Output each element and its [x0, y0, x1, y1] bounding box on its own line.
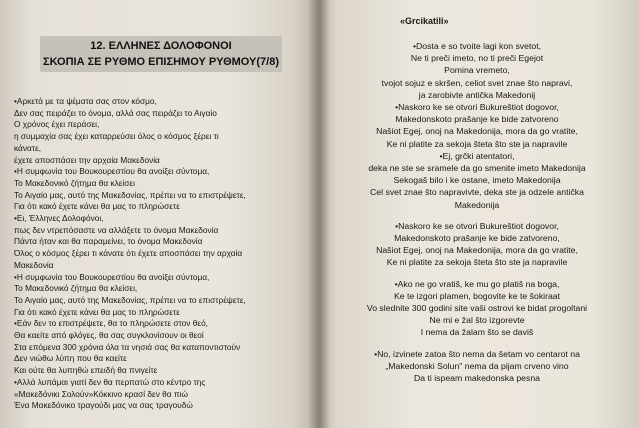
lyric-line: Našiot Egej, onoj na Makedonija, mora da go vratite, — [376, 126, 578, 137]
lyric-line: •Ej, grčki atentatori, — [439, 150, 515, 161]
lyric-line: Da ti ispeam makedonska pesna — [413, 373, 541, 384]
lyric-line: Δεν νιώθω λύπη που θα καείτε — [14, 353, 127, 364]
song-title: 12. ΕΛΛΗΝΕΣ ΔΟΛΟΦΟΝΟΙ — [90, 40, 232, 52]
lyric-line: η συμμαχία σας έχει καταρρεύσει όλος ο κόσμος ξέρει τι — [14, 131, 219, 142]
lyric-line: Θα καείτε από φλόγες, θα σας συγκλονίσουν οι θεοί — [14, 330, 204, 341]
lyric-line: Ne mi e žal što izgorevte — [429, 315, 525, 326]
lyric-line: Ο χρόνος έχει περάσει, — [14, 119, 100, 130]
song-subtitle: ΣΚΟΠΙΑ ΣΕ ΡΥΘΜΟ ΕΠΙΣΗΜΟΥ ΡΥΘΜΟΥ(7/8) — [42, 56, 280, 68]
stanza-gap — [324, 211, 630, 220]
lyric-line: Ke ni platite za sekoja šteta što ste ja napravile — [386, 138, 568, 149]
lyric-line: Makedonskoto prašanje ke bide zatvoreno, — [394, 233, 560, 244]
lyric-line: I nema da žalam što se daviš — [420, 327, 534, 338]
lyric-line: •Dosta e so tvoite lagi kon svetot, — [412, 41, 542, 51]
lyric-line: Našiot Egej, onoj na Makedonija, mora da go vratite, — [376, 245, 578, 256]
lyric-line: Makedonskoto prašanje ke bide zatvoreno — [395, 114, 559, 125]
lyric-line: Το Μακεδονικό ζήτημα θα κλείσει — [14, 177, 135, 188]
lyric-line: •Εάν δεν το επιστρέψετε, θα το πληρώσετε στον θεό, — [14, 318, 208, 329]
stanza-gap — [324, 269, 630, 278]
lyric-line: Ke ni platite za sekoja šteta što ste ja napravile — [386, 257, 568, 268]
lyric-line: •Αρκετά με τα ψέματα σας στον κόσμο, — [14, 96, 157, 106]
lyric-line: deka ne ste se sramele da go smenite imeto Makedonija — [368, 163, 586, 174]
lyric-line: Όλος ο κόσμος ξέρει τι κάνατε ότι έχετε αποσπάσει την αρχαία — [14, 248, 243, 259]
lyric-line: •Η συμφωνία του Βουκουρεστίου θα ανοίξει σύντομα, — [14, 271, 210, 282]
lyric-line: Ένα Μακεδόνικο τραγούδι μας να σας τραγουδώ — [14, 400, 193, 411]
lyric-line: Pomina vremeto, — [444, 65, 510, 76]
lyric-line: •Αλλά λυπάμαι γιατί δεν θα περπατώ στο κέντρο της — [14, 376, 206, 387]
lyric-line: Vo slednite 300 godini site vaši ostrovi ke bidat progoltani — [366, 303, 588, 314]
lyric-line: Makedonija — [454, 199, 500, 210]
lyric-line: „Makedonski Solun" nema da pijam crveno vino — [385, 360, 569, 371]
lyric-line: Δεν σας πειράζει το όνομα, αλλά σας πειράζει το Αιγαίο — [14, 107, 217, 118]
lyric-line: Sekogaš bilo i ke ostane, imeto Makedonija — [393, 175, 561, 186]
lyric-line: Το Αιγαίο μας, αυτό της Μακεδονίας, πρέπει να το επιστρέψετε, — [14, 294, 246, 305]
lyric-line: Για ότι κακό έχετε κάνει θα μας το πληρώσετε — [14, 306, 180, 317]
lyric-line: Μακεδονία — [14, 259, 54, 270]
lyric-line: •Η συμφωνία του Βουκουρεστίου θα ανοίξει σύντομα, — [14, 166, 210, 177]
lyric-line: πως δεν ντρεπόσαστε να αλλάξετε το όνομα Μακεδονία — [14, 224, 219, 235]
right-page-title: «Grcikatili» — [400, 16, 449, 26]
lyric-line: Και ούτε θα λυπηθώ επειδή θα πνιγείτε — [14, 365, 158, 376]
lyric-line: Ke te izgori plamen, bogovite ke te šokiraat — [393, 290, 561, 301]
macedonian-lyrics — [324, 40, 630, 384]
lyric-line: Το Μακεδονικό ζήτημα θα κλείσει, — [14, 283, 138, 294]
lyric-line: κάνατε, — [14, 142, 42, 153]
song-title-box — [40, 36, 282, 72]
lyric-line: ja zarobivte antička Makedonij — [418, 89, 536, 100]
lyric-line: •No, izvinete zatoa što nema da šetam vo centarot na — [374, 348, 580, 359]
lyric-line: •Naskoro ke se otvori Bukureštiot dogovor, — [395, 220, 559, 231]
lyric-line: Ne ti preči imeto, no ti preči Egejot — [410, 53, 544, 64]
lyric-line: Πάντα ήταν και θα παραμείνει, το όνομα Μακεδονία — [14, 236, 203, 247]
lyric-line: Για ότι κακό έχετε κάνει θα μας το πληρώσετε — [14, 201, 180, 212]
lyric-line: έχετε αποσπάσει την αρχαία Μακεδονία — [14, 154, 160, 165]
lyric-line: Το Αιγαίο μας, αυτό της Μακεδονίας, πρέπει να το επιστρέψετε, — [14, 189, 246, 200]
lyric-line: Cel svet znae što napravivte, deka ste ja odzele antička — [370, 187, 584, 198]
lyric-line: «Μακεδόνικι Σολούν»Κόκκινο κρασί δεν θα πιώ — [14, 388, 188, 399]
lyric-line: tvojot sojuz e skršen, celiot svet znae što napravi, — [381, 77, 573, 88]
lyric-line: •Ει, Έλληνες Δολοφόνοι, — [14, 213, 104, 224]
greek-lyrics — [14, 96, 306, 412]
lyric-line: •Ako ne go vratiš, ke mu go platiš na boga, — [394, 278, 560, 289]
lyric-line: •Naskoro ke se otvori Bukureštiot dogovor, — [395, 102, 559, 113]
stanza-gap — [324, 339, 630, 348]
lyric-line: Στα επόμενα 300 χρόνια όλα τα νησιά σας θα καταποντιστούν — [14, 341, 241, 352]
